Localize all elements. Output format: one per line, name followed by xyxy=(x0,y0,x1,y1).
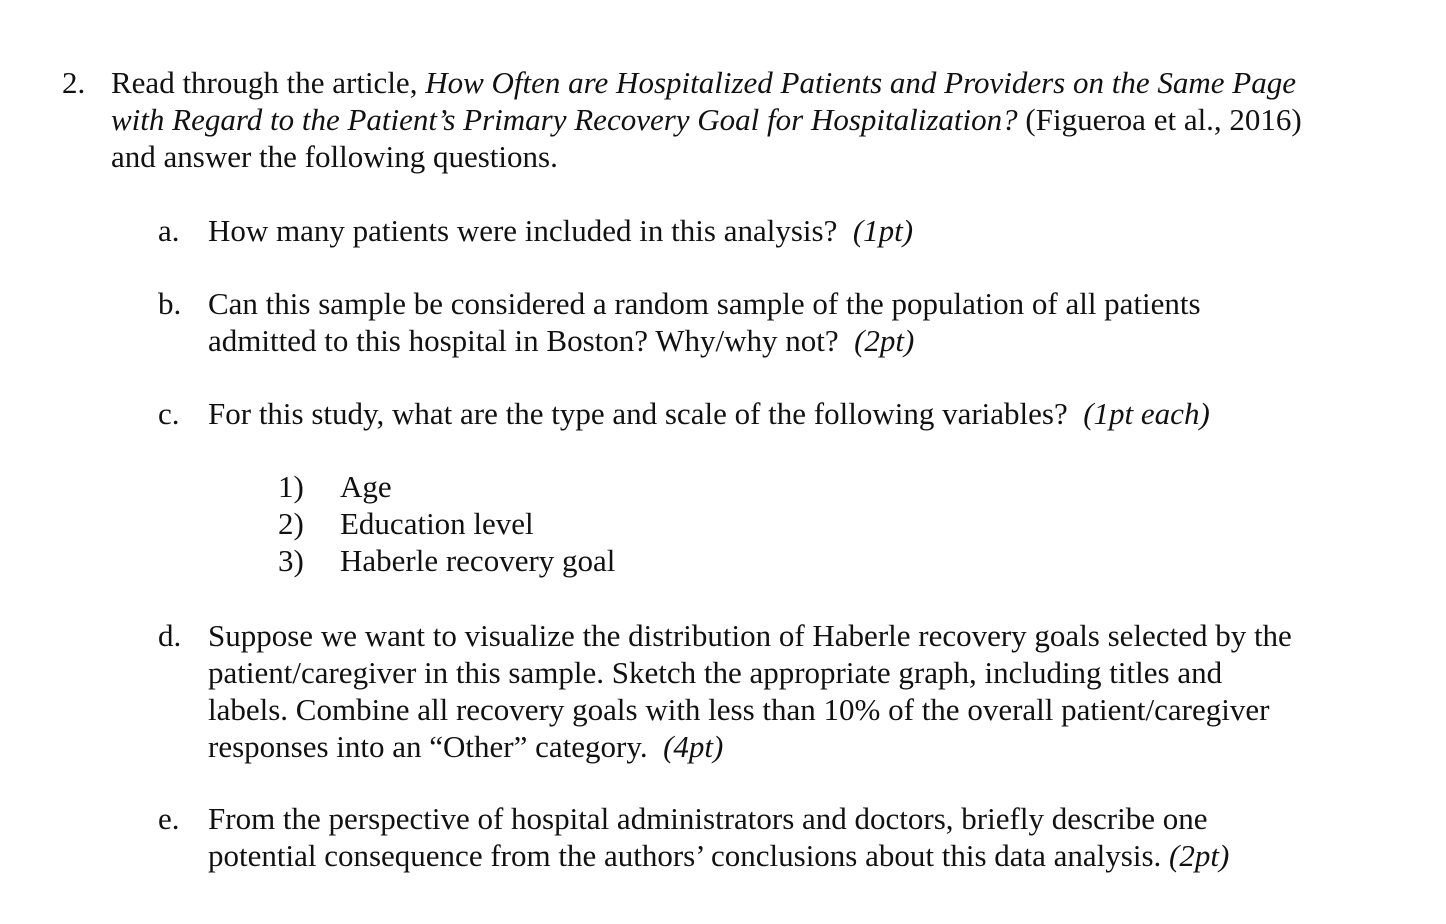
variable-name: Education level xyxy=(340,506,534,541)
part-d-points: (4pt) xyxy=(663,729,724,764)
article-title: How Often are Hospitalized Patients and Providers on the Same Page with Regard to the Patient’s Primary Recovery Goal for Hospitalization? xyxy=(111,65,1296,137)
variable-name: Haberle recovery goal xyxy=(340,543,616,578)
part-d-body xyxy=(208,617,1298,765)
part-e-body xyxy=(208,800,1278,874)
part-a-letter: a. xyxy=(158,213,180,248)
part-b-text: Can this sample be considered a random sample of the population of all patients admitted to this hospital in Boston? Why/why not? xyxy=(208,286,1201,358)
part-c-body xyxy=(208,395,1358,432)
part-a-body xyxy=(208,212,1358,249)
part-d xyxy=(158,617,1298,765)
part-c xyxy=(158,395,1358,432)
part-b-body xyxy=(208,285,1278,359)
part-d-letter: d. xyxy=(158,618,182,653)
part-a-text: How many patients were included in this analysis? xyxy=(208,213,838,248)
part-b-points: (2pt) xyxy=(854,323,915,358)
part-e-text: From the perspective of hospital administrators and doctors, briefly describe one potential consequence from the authors’ conclusions about this data analysis. xyxy=(208,801,1208,873)
part-e-letter: e. xyxy=(158,801,180,836)
question-prompt xyxy=(111,64,1342,175)
part-e xyxy=(158,800,1278,874)
part-b xyxy=(158,285,1278,359)
part-e-points: (2pt) xyxy=(1169,838,1230,873)
question-number: 2. xyxy=(62,65,86,100)
question-intro: Read through the article, xyxy=(111,65,418,100)
variable-number: 1) xyxy=(278,469,304,504)
variable-number: 3) xyxy=(278,543,304,578)
part-b-letter: b. xyxy=(158,286,182,321)
variable-name: Age xyxy=(340,469,392,504)
part-a xyxy=(158,212,1358,249)
part-c-letter: c. xyxy=(158,396,180,431)
part-c-points: (1pt each) xyxy=(1083,396,1210,431)
question-citation: (Figueroa et al., 2016) and answer the following questions. xyxy=(111,102,1302,174)
question-2 xyxy=(62,64,1342,175)
variable-number: 2) xyxy=(278,506,304,541)
part-c-text: For this study, what are the type and scale of the following variables? xyxy=(208,396,1068,431)
part-d-text: Suppose we want to visualize the distribution of Haberle recovery goals selected by the patient/caregiver in this sample. Sketch the appropriate graph, including titles and labels. Combine all recovery goals with less than 10% of the overall patient/caregiver responses into an “Other” category. xyxy=(208,618,1292,764)
part-a-points: (1pt) xyxy=(852,213,914,248)
